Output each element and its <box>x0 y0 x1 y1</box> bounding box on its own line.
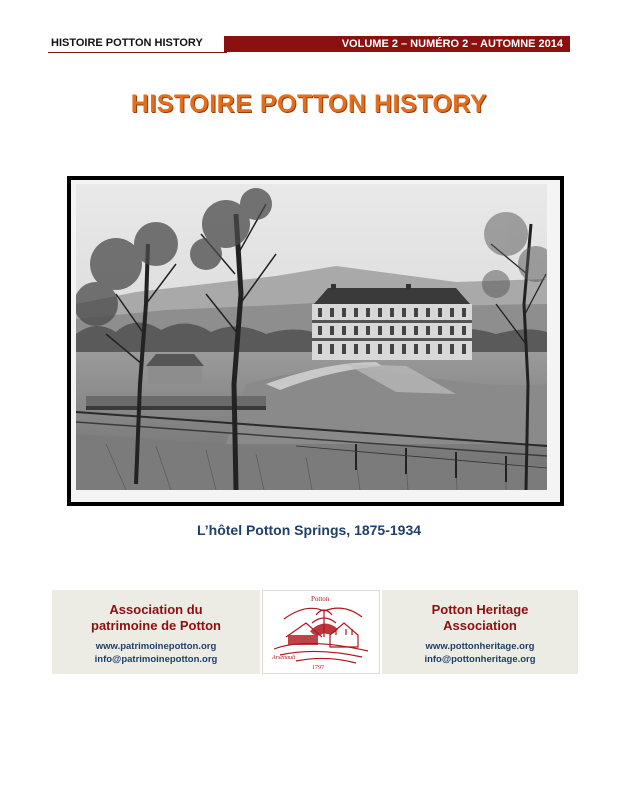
association-fr-website[interactable]: www.patrimoinepotton.org <box>95 641 217 652</box>
hotel-photo <box>76 184 547 490</box>
running-header <box>48 36 570 53</box>
association-fr-name-line1: Association du <box>109 602 203 617</box>
logo-year: 1797 <box>312 665 324 671</box>
header-issue-info: VOLUME 2 – NUMÉRO 2 – AUTOMNE 2014 <box>224 36 570 52</box>
association-en-website[interactable]: www.pottonheritage.org <box>425 641 535 652</box>
logo-illustration-icon <box>266 593 376 671</box>
association-fr-box <box>52 590 260 674</box>
page-title: HISTOIRE POTTON HISTORY <box>130 90 488 118</box>
footer-associations <box>52 590 578 674</box>
association-fr-email[interactable]: info@patrimoinepotton.org <box>94 654 218 665</box>
logo-signature: Arsenault <box>272 655 296 661</box>
association-en-name-line2: Association <box>443 618 517 633</box>
association-en-box <box>382 590 578 674</box>
association-logo <box>262 590 380 674</box>
association-en-name-line1: Potton Heritage <box>431 602 529 617</box>
association-fr-name-line2: patrimoine de Potton <box>91 618 221 633</box>
cover-photo-frame <box>67 176 564 506</box>
photo-caption: L’hôtel Potton Springs, 1875-1934 <box>196 522 422 538</box>
header-journal-name: HISTOIRE POTTON HISTORY <box>48 36 227 53</box>
logo-top-text: Potton <box>311 595 330 603</box>
association-en-email[interactable]: info@pottonheritage.org <box>424 654 536 665</box>
